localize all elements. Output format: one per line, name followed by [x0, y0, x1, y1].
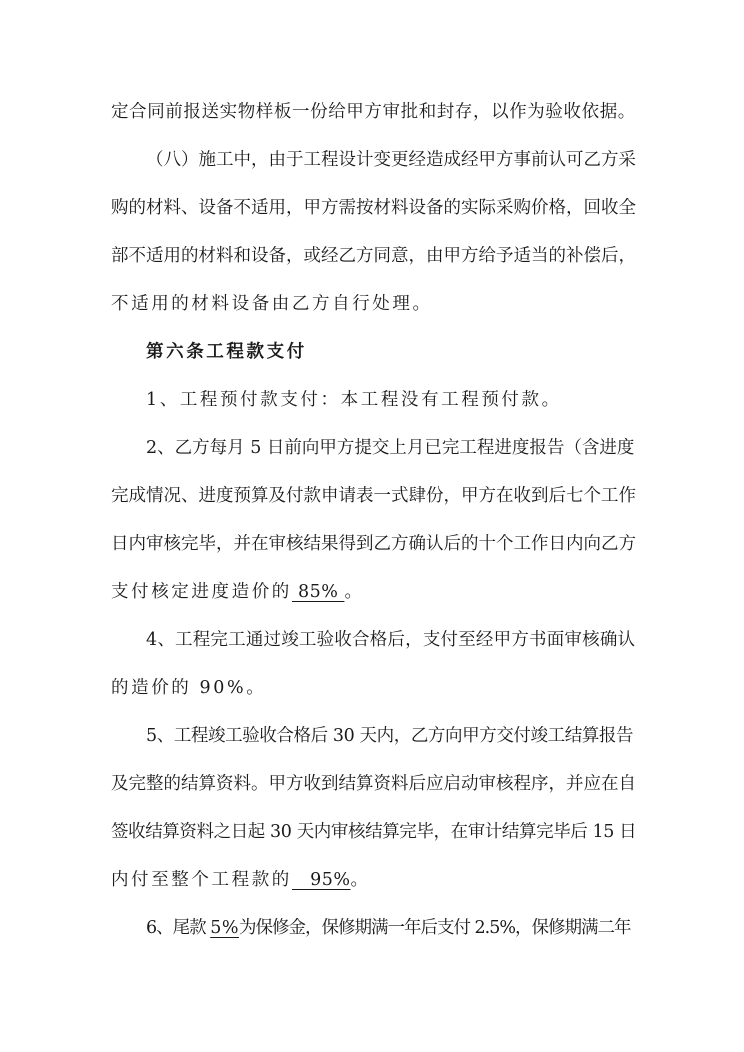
paragraph-line: 的造价的 90%。	[111, 678, 267, 698]
paragraph-line: 不适用的材料设备由乙方自行处理。	[111, 294, 433, 314]
underlined-percentage: 5%	[210, 918, 239, 938]
paragraph-line	[146, 916, 635, 940]
paragraph-line	[111, 580, 635, 604]
paragraph-line	[111, 868, 635, 892]
paragraph-line: 完成情况、进度预算及付款申请表一式肆份，甲方在收到后七个工作	[111, 486, 636, 506]
paragraph-line: 签收结算资料之日起 30 天内审核结算完毕，在审计结算完毕后 15 日	[111, 822, 637, 842]
paragraph-line: （八）施工中，由于工程设计变更经造成经甲方事前认可乙方采	[146, 150, 636, 170]
paragraph-line: 5、工程竣工验收合格后 30 天内，乙方向甲方交付竣工结算报告	[146, 726, 634, 746]
text-segment: 。	[344, 582, 365, 602]
paragraph-line: 定合同前报送实物样板一份给甲方审批和封存，以作为验收依据。	[111, 102, 636, 122]
text-segment: 支付核定进度造价的	[111, 582, 292, 602]
section-heading: 第六条工程款支付	[146, 342, 307, 362]
paragraph-line: 日内审核完毕，并在审核结果得到乙方确认后的十个工作日内向乙方	[111, 534, 636, 554]
paragraph-line: 购的材料、设备不适用，甲方需按材料设备的实际采购价格，回收全	[111, 198, 636, 218]
paragraph-line: 2、乙方每月 5 日前向甲方提交上月已完工程进度报告（含进度	[146, 438, 635, 458]
underlined-percentage: 95%	[291, 870, 351, 890]
text-segment: 为保修金，保修期满一年后支付 2.5%，保修期满二年	[238, 918, 631, 938]
paragraph-line: 部不适用的材料和设备，或经乙方同意，由甲方给予适当的补偿后，	[111, 246, 636, 266]
paragraph-line: 4、工程完工通过竣工验收合格后，支付至经甲方书面审核确认	[146, 630, 636, 650]
paragraph-line: 及完整的结算资料。甲方收到结算资料后应启动审核程序，并应在自	[111, 774, 636, 794]
text-segment: 6、尾款	[146, 918, 211, 938]
paragraph-line: 1、工程预付款支付：本工程没有工程预付款。	[146, 390, 562, 410]
text-segment: 。	[350, 870, 371, 890]
text-segment: 内付至整个工程款的	[111, 870, 292, 890]
underlined-percentage: 85%	[291, 582, 345, 602]
